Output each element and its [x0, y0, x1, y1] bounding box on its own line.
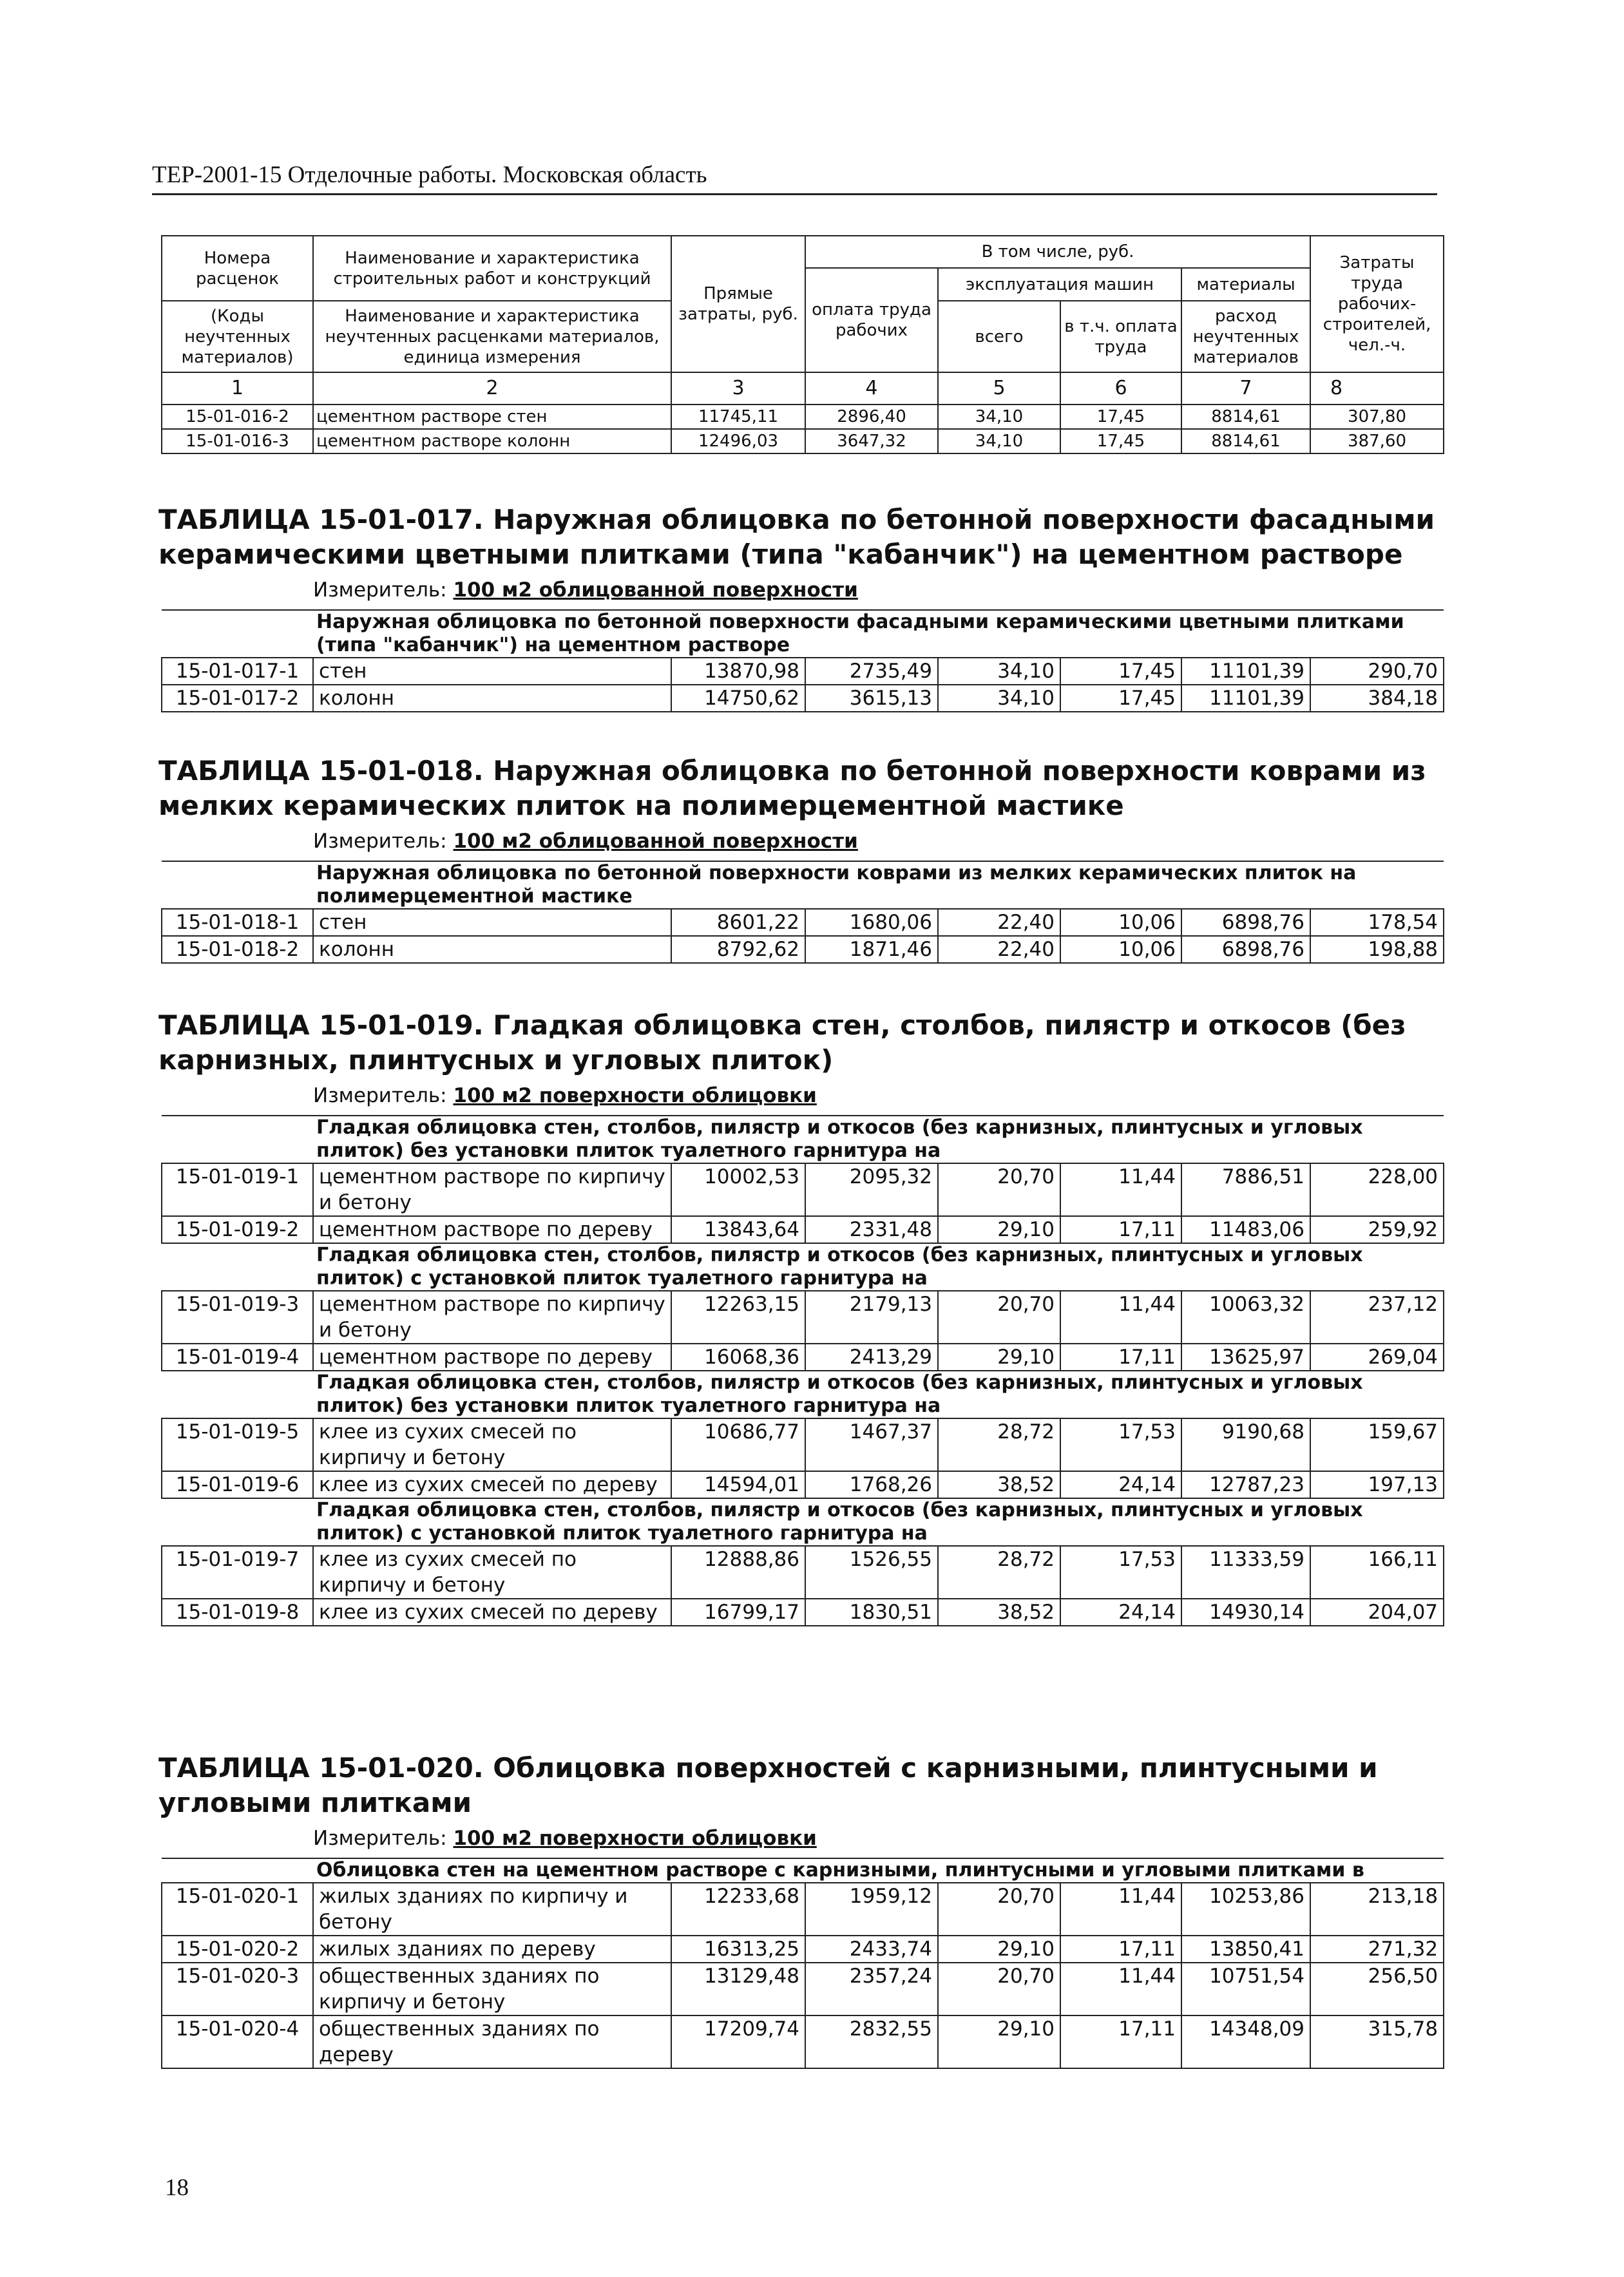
- table-row: [162, 1418, 1444, 1471]
- table-row: [162, 909, 1444, 936]
- cell-value: 10,06: [1060, 936, 1181, 963]
- cell-name: клее из сухих смесей по дереву: [313, 1471, 671, 1498]
- cell-code: 15-01-016-3: [162, 429, 313, 453]
- col-num: 4: [805, 372, 938, 405]
- table-section: [158, 754, 1440, 964]
- cell-value: 197,13: [1310, 1471, 1444, 1498]
- col-num: 2: [313, 372, 671, 405]
- table-row: [162, 1163, 1444, 1216]
- cell-value: 17209,74: [671, 2015, 805, 2068]
- group-subtitle: Наружная облицовка по бетонной поверхности фасадными керамическими цветными плитками (типа "кабанчик") на цементном растворе: [162, 610, 1444, 658]
- table-row: [162, 1546, 1444, 1599]
- cell-value: 13625,97: [1181, 1344, 1310, 1371]
- cell-value: 17,53: [1060, 1418, 1181, 1471]
- cell-value: 387,60: [1310, 429, 1444, 453]
- cell-value: 17,11: [1060, 1344, 1181, 1371]
- cell-value: 1959,12: [805, 1883, 938, 1936]
- table-row: [162, 2015, 1444, 2068]
- cell-code: 15-01-019-3: [162, 1291, 313, 1344]
- meter-label: Измеритель:: [313, 830, 447, 853]
- cell-value: 11333,59: [1181, 1546, 1310, 1599]
- cell-value: 8792,62: [671, 936, 805, 963]
- header-including: В том числе, руб.: [805, 236, 1310, 268]
- cell-code: 15-01-018-2: [162, 936, 313, 963]
- column-header-table: [161, 235, 1444, 454]
- cell-name: жилых зданиях по дереву: [313, 1936, 671, 1963]
- header-direct-costs: Прямые затраты, руб.: [671, 236, 805, 372]
- table-row: [162, 936, 1444, 963]
- cell-code: 15-01-019-1: [162, 1163, 313, 1216]
- group-subtitle: Гладкая облицовка стен, столбов, пилястр и откосов (без карнизных, плинтусных и угловых плиток) без установки плиток туалетного гарнитура на: [162, 1116, 1444, 1163]
- cell-code: 15-01-017-1: [162, 658, 313, 685]
- cell-value: 7886,51: [1181, 1163, 1310, 1216]
- table-title: ТАБЛИЦА 15-01-017. Наружная облицовка по бетонной поверхности фасадными керамическими цветными плитками (типа "кабанчик") на цементном растворе: [158, 504, 1435, 570]
- header-machines-labor: в т.ч. оплата труда: [1060, 301, 1181, 372]
- cell-value: 256,50: [1310, 1963, 1444, 2015]
- table-title: ТАБЛИЦА 15-01-019. Гладкая облицовка стен, столбов, пилястр и откосов (без карнизных, плинтусных и угловых плиток): [158, 1009, 1406, 1076]
- cell-value: 9190,68: [1181, 1418, 1310, 1471]
- cell-value: 24,14: [1060, 1471, 1181, 1498]
- page-number: 18: [165, 2175, 189, 2201]
- cell-code: 15-01-017-2: [162, 685, 313, 712]
- rates-table: [161, 861, 1444, 964]
- header-codes: Номера расценок: [162, 236, 313, 301]
- meter-line: [313, 828, 1440, 854]
- table-row: [162, 685, 1444, 712]
- cell-value: 13843,64: [671, 1216, 805, 1243]
- col-num: 8: [1310, 372, 1444, 405]
- cell-value: 20,70: [938, 1963, 1060, 2015]
- cell-value: 2735,49: [805, 658, 938, 685]
- cell-value: 20,70: [938, 1291, 1060, 1344]
- rates-table: [161, 609, 1444, 712]
- meter-value: 100 м2 поверхности облицовки: [453, 1084, 817, 1107]
- cell-value: 159,67: [1310, 1418, 1444, 1471]
- cell-value: 1871,46: [805, 936, 938, 963]
- cell-value: 12496,03: [671, 429, 805, 453]
- cell-code: 15-01-019-8: [162, 1599, 313, 1626]
- cell-value: 198,88: [1310, 936, 1444, 963]
- cell-name: общественных зданиях по дереву: [313, 2015, 671, 2068]
- cell-value: 3647,32: [805, 429, 938, 453]
- cell-value: 1768,26: [805, 1471, 938, 1498]
- meter-label: Измеритель:: [313, 578, 447, 602]
- cell-value: 11,44: [1060, 1163, 1181, 1216]
- cell-value: 14594,01: [671, 1471, 805, 1498]
- cell-value: 2433,74: [805, 1936, 938, 1963]
- cell-value: 34,10: [938, 429, 1060, 453]
- cell-value: 13129,48: [671, 1963, 805, 2015]
- cell-value: 2832,55: [805, 2015, 938, 2068]
- rates-table: [161, 1858, 1444, 2069]
- cell-value: 11101,39: [1181, 658, 1310, 685]
- cell-value: 20,70: [938, 1883, 1060, 1936]
- cell-value: 17,11: [1060, 1936, 1181, 1963]
- cell-value: 290,70: [1310, 658, 1444, 685]
- group-subtitle: Наружная облицовка по бетонной поверхности коврами из мелких керамических плиток на полимерцементной мастике: [162, 861, 1444, 909]
- table-title: ТАБЛИЦА 15-01-018. Наружная облицовка по бетонной поверхности коврами из мелких керамических плиток на полимерцементной мастике: [158, 755, 1426, 821]
- cell-name: цементном растворе по дереву: [313, 1344, 671, 1371]
- cell-value: 11483,06: [1181, 1216, 1310, 1243]
- cell-code: 15-01-020-1: [162, 1883, 313, 1936]
- col-num: 5: [938, 372, 1060, 405]
- cell-value: 24,14: [1060, 1599, 1181, 1626]
- cell-value: 8601,22: [671, 909, 805, 936]
- cell-value: 12787,23: [1181, 1471, 1310, 1498]
- cell-value: 11745,11: [671, 405, 805, 429]
- cell-value: 20,70: [938, 1163, 1060, 1216]
- meter-line: [313, 1825, 1440, 1851]
- header-work-name: Наименование и характеристика строительных работ и конструкций: [313, 236, 671, 301]
- group-subtitle: Облицовка стен на цементном растворе с карнизными, плинтусными и угловыми плитками в: [162, 1858, 1444, 1883]
- cell-value: 10063,32: [1181, 1291, 1310, 1344]
- cell-value: 271,32: [1310, 1936, 1444, 1963]
- cell-value: 2331,48: [805, 1216, 938, 1243]
- col-num: 1: [162, 372, 313, 405]
- cell-name: цементном растворе стен: [313, 405, 671, 429]
- cell-value: 307,80: [1310, 405, 1444, 429]
- cell-value: 11,44: [1060, 1963, 1181, 2015]
- cell-value: 17,45: [1060, 658, 1181, 685]
- cell-value: 10,06: [1060, 909, 1181, 936]
- cell-value: 8814,61: [1181, 405, 1310, 429]
- cell-value: 22,40: [938, 909, 1060, 936]
- cell-value: 166,11: [1310, 1546, 1444, 1599]
- cell-value: 17,53: [1060, 1546, 1181, 1599]
- cell-code: 15-01-019-2: [162, 1216, 313, 1243]
- cell-value: 259,92: [1310, 1216, 1444, 1243]
- cell-name: колонн: [313, 685, 671, 712]
- group-subtitle: Гладкая облицовка стен, столбов, пилястр и откосов (без карнизных, плинтусных и угловых плиток) с установкой плиток туалетного гарнитура на: [162, 1498, 1444, 1546]
- cell-value: 1467,37: [805, 1418, 938, 1471]
- cell-value: 38,52: [938, 1599, 1060, 1626]
- cell-value: 16068,36: [671, 1344, 805, 1371]
- cell-code: 15-01-020-2: [162, 1936, 313, 1963]
- header-material-expense: расход неучтенных материалов: [1181, 301, 1310, 372]
- cell-value: 2357,24: [805, 1963, 938, 2015]
- cell-value: 34,10: [938, 685, 1060, 712]
- cell-value: 213,18: [1310, 1883, 1444, 1936]
- header-machines-total: всего: [938, 301, 1060, 372]
- cell-value: 29,10: [938, 1344, 1060, 1371]
- cell-value: 204,07: [1310, 1599, 1444, 1626]
- cell-value: 14348,09: [1181, 2015, 1310, 2068]
- cell-name: клее из сухих смесей по кирпичу и бетону: [313, 1418, 671, 1471]
- cell-value: 11101,39: [1181, 685, 1310, 712]
- cell-value: 1830,51: [805, 1599, 938, 1626]
- cell-value: 14750,62: [671, 685, 805, 712]
- cell-name: цементном растворе по кирпичу и бетону: [313, 1291, 671, 1344]
- cell-value: 16313,25: [671, 1936, 805, 1963]
- meter-label: Измеритель:: [313, 1084, 447, 1107]
- cell-code: 15-01-016-2: [162, 405, 313, 429]
- cell-value: 38,52: [938, 1471, 1060, 1498]
- meter-line: [313, 1083, 1440, 1109]
- cell-code: 15-01-019-4: [162, 1344, 313, 1371]
- cell-code: 15-01-019-6: [162, 1471, 313, 1498]
- header-labor-pay: оплата труда рабочих: [805, 268, 938, 372]
- cell-name: жилых зданиях по кирпичу и бетону: [313, 1883, 671, 1936]
- table-section: [158, 1008, 1440, 1626]
- header-machines: эксплуатация машин: [938, 268, 1181, 301]
- cell-value: 237,12: [1310, 1291, 1444, 1344]
- cell-name: колонн: [313, 936, 671, 963]
- col-num: 6: [1060, 372, 1181, 405]
- meter-label: Измеритель:: [313, 1827, 447, 1850]
- header-unaccounted-name: Наименование и характеристика неучтенных расценками материалов, единица измерения: [313, 301, 671, 372]
- table-row: [162, 1936, 1444, 1963]
- cell-value: 1526,55: [805, 1546, 938, 1599]
- cell-value: 17,45: [1060, 685, 1181, 712]
- meter-value: 100 м2 поверхности облицовки: [453, 1827, 817, 1850]
- cell-value: 13870,98: [671, 658, 805, 685]
- cell-value: 34,10: [938, 405, 1060, 429]
- cell-value: 29,10: [938, 1216, 1060, 1243]
- cell-name: цементном растворе по дереву: [313, 1216, 671, 1243]
- cell-name: стен: [313, 658, 671, 685]
- cell-value: 13850,41: [1181, 1936, 1310, 1963]
- col-num: 3: [671, 372, 805, 405]
- cell-value: 10751,54: [1181, 1963, 1310, 2015]
- cell-value: 2179,13: [805, 1291, 938, 1344]
- header-labor-hours: Затраты труда рабочих-строителей, чел.-ч.: [1310, 236, 1444, 372]
- cell-value: 10002,53: [671, 1163, 805, 1216]
- cell-value: 22,40: [938, 936, 1060, 963]
- header-materials: материалы: [1181, 268, 1310, 301]
- table-row: [162, 658, 1444, 685]
- cell-name: цементном растворе по кирпичу и бетону: [313, 1163, 671, 1216]
- cell-value: 17,45: [1060, 405, 1181, 429]
- running-head: ТЕР-2001-15 Отделочные работы. Московская область: [152, 162, 707, 188]
- table-row: [162, 1963, 1444, 2015]
- cell-value: 8814,61: [1181, 429, 1310, 453]
- table-section: [158, 1751, 1440, 2069]
- cell-value: 12263,15: [671, 1291, 805, 1344]
- cell-value: 269,04: [1310, 1344, 1444, 1371]
- cell-value: 16799,17: [671, 1599, 805, 1626]
- cell-value: 3615,13: [805, 685, 938, 712]
- cell-value: 29,10: [938, 1936, 1060, 1963]
- cell-value: 10253,86: [1181, 1883, 1310, 1936]
- group-subtitle: Гладкая облицовка стен, столбов, пилястр и откосов (без карнизных, плинтусных и угловых плиток) с установкой плиток туалетного гарнитура на: [162, 1243, 1444, 1291]
- header-unaccounted-codes: (Коды неучтенных материалов): [162, 301, 313, 372]
- cell-value: 1680,06: [805, 909, 938, 936]
- cell-name: общественных зданиях по кирпичу и бетону: [313, 1963, 671, 2015]
- table-row: [162, 1216, 1444, 1243]
- cell-value: 315,78: [1310, 2015, 1444, 2068]
- cell-value: 2413,29: [805, 1344, 938, 1371]
- rates-table: [161, 1115, 1444, 1626]
- col-num: 7: [1181, 372, 1310, 405]
- cell-value: 17,45: [1060, 429, 1181, 453]
- cell-value: 11,44: [1060, 1291, 1181, 1344]
- cell-value: 11,44: [1060, 1883, 1181, 1936]
- cell-value: 12888,86: [671, 1546, 805, 1599]
- header-rule: [152, 193, 1437, 195]
- cell-value: 28,72: [938, 1418, 1060, 1471]
- cell-value: 6898,76: [1181, 909, 1310, 936]
- cell-value: 17,11: [1060, 2015, 1181, 2068]
- cell-name: клее из сухих смесей по кирпичу и бетону: [313, 1546, 671, 1599]
- cell-value: 17,11: [1060, 1216, 1181, 1243]
- cell-value: 10686,77: [671, 1418, 805, 1471]
- cell-code: 15-01-020-3: [162, 1963, 313, 2015]
- table-row: [162, 1471, 1444, 1498]
- group-subtitle: Гладкая облицовка стен, столбов, пилястр и откосов (без карнизных, плинтусных и угловых плиток) без установки плиток туалетного гарнитура на: [162, 1371, 1444, 1418]
- table-row: [162, 1599, 1444, 1626]
- cell-value: 178,54: [1310, 909, 1444, 936]
- cell-code: 15-01-020-4: [162, 2015, 313, 2068]
- meter-line: [313, 577, 1440, 603]
- cell-code: 15-01-019-5: [162, 1418, 313, 1471]
- cell-value: 228,00: [1310, 1163, 1444, 1216]
- cell-value: 2095,32: [805, 1163, 938, 1216]
- cell-value: 29,10: [938, 2015, 1060, 2068]
- cell-value: 6898,76: [1181, 936, 1310, 963]
- table-row: [162, 1291, 1444, 1344]
- table-row: [162, 1883, 1444, 1936]
- cell-value: 12233,68: [671, 1883, 805, 1936]
- table-title: ТАБЛИЦА 15-01-020. Облицовка поверхностей с карнизными, плинтусными и угловыми плитками: [158, 1752, 1378, 1818]
- cell-value: 14930,14: [1181, 1599, 1310, 1626]
- cell-value: 28,72: [938, 1546, 1060, 1599]
- cell-value: 2896,40: [805, 405, 938, 429]
- cell-name: цементном растворе колонн: [313, 429, 671, 453]
- cell-value: 384,18: [1310, 685, 1444, 712]
- meter-value: 100 м2 облицованной поверхности: [453, 578, 858, 602]
- cell-code: 15-01-018-1: [162, 909, 313, 936]
- cell-name: стен: [313, 909, 671, 936]
- table-row: [162, 1344, 1444, 1371]
- cell-name: клее из сухих смесей по дереву: [313, 1599, 671, 1626]
- cell-code: 15-01-019-7: [162, 1546, 313, 1599]
- meter-value: 100 м2 облицованной поверхности: [453, 830, 858, 853]
- table-section: [158, 502, 1440, 712]
- cell-value: 34,10: [938, 658, 1060, 685]
